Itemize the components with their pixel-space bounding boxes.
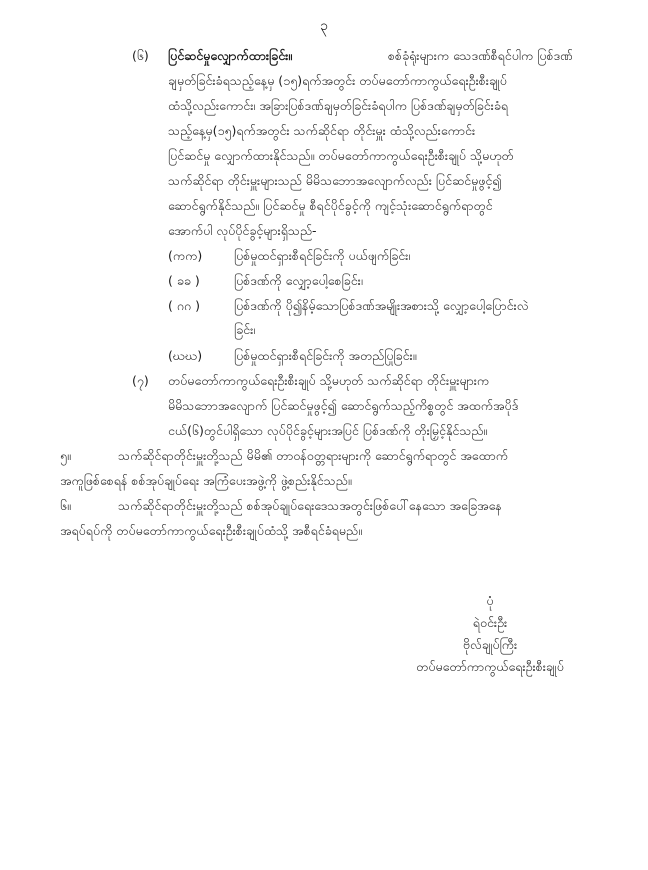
clause-7-label: (၇) [132, 373, 149, 388]
clause-6-heading: ပြင်ဆင်မှုလျှောက်ထားခြင်း။ [168, 48, 293, 63]
clause-6-text-line: ပြင်ဆင်မှု လျှောက်ထားနိုင်သည်။ တပ်မတော်ကာကွယ်ရေးဦးစီးချုပ် သို့မဟုတ် [168, 148, 514, 163]
clause-6-text-line: သည့်နေ့မှ(၁၅)ရက်အတွင်း သက်ဆိုင်ရာ တိုင်းမှူး ထံသို့လည်းကောင်း [168, 123, 476, 138]
clause-6-text-line: ချမှတ်ခြင်းခံရသည့်နေ့မှ (၁၅)ရက်အတွင်း တပ်မတော်ကာကွယ်ရေးဦးစီးချုပ် [168, 73, 507, 88]
clause-6-text-line: ထံသို့လည်းကောင်း၊ အခြားပြစ်ဒဏ်ချမှတ်ခြင်းခံရပါက ပြစ်ဒဏ်ချမှတ်ခြင်းခံရ [168, 98, 509, 113]
signature-block [360, 590, 620, 678]
signatory-name: ရဲဝင်းဦး [472, 615, 508, 630]
paragraph-5-text-line: သက်ဆိုင်ရာတိုင်းမှူးတို့သည် မိမိ၏ တာဝန်ဝတ္တရားများကို ဆောင်ရွက်ရာတွင် အထောက် [118, 448, 509, 463]
subitem-label: ( ဂဂ ) [168, 298, 200, 313]
signatory-title: တပ်မတော်ကာကွယ်ရေးဦးစီးချုပ် [416, 659, 564, 674]
clause-6-text-line: ဆောင်ရွက်နိုင်သည်။ ပြင်ဆင်မှု စီရင်ပိုင်ခွင့်ကို ကျင့်သုံးဆောင်ရွက်ရာတွင် [168, 198, 493, 213]
subitem-text: ပြစ်မှုထင်ရှားစီရင်ခြင်းကို အတည်ပြုခြင်း။ [234, 348, 417, 363]
subitem-text: ပြစ်ဒဏ်ကို လျှော့ပေါ့စေခြင်း၊ [234, 273, 363, 288]
clause-6-text-line: သက်ဆိုင်ရာ တိုင်းမှူးများသည် မိမိသဘောအလျောက်လည်း ပြင်ဆင်မှုဖွင့်၍ [168, 173, 502, 188]
clause-6-text-line: စစ်ခုံရုံးများက သေဒဏ်စီရင်ပါက ပြစ်ဒဏ် [388, 48, 573, 63]
clause-6-label: (၆) [132, 48, 149, 63]
clause-7-text-line: မိမိသဘောအလျောက် ပြင်ဆင်မှုဖွင့်၍ ဆောင်ရွက်သည့်ကိစ္စတွင် အထက်အပိုဒ် [168, 398, 519, 413]
subitem-label: (ဃဃ) [168, 348, 203, 363]
paragraph-6-label: ၆။ [60, 498, 71, 513]
paragraph-6-text-line: အရပ်ရပ်ကို တပ်မတော်ကာကွယ်ရေးဦးစီးချုပ်ထံသို့ အစီရင်ခံရမည်။ [60, 523, 362, 538]
signature-mark: ပုံ [486, 593, 494, 608]
subitem-text: ပြစ်မှုထင်ရှားစီရင်ခြင်းကို ပယ်ဖျက်ခြင်း၊ [234, 248, 411, 263]
subitem-label: (ကက) [168, 248, 203, 263]
subitem-text: ခြင်း၊ [234, 322, 256, 337]
clause-7-text-line: ငယ်(၆)တွင်ပါရှိသော လုပ်ပိုင်ခွင့်များအပြင် ပြစ်ဒဏ်ကို တိုးမြှင့်နိုင်သည်။ [168, 423, 488, 438]
page-number: ၃ [320, 18, 328, 34]
signatory-rank: ဗိုလ်ချုပ်ကြီး [462, 637, 518, 652]
paragraph-6-text-line: သက်ဆိုင်ရာတိုင်းမှူးတို့သည် စစ်အုပ်ချုပ်ရေးဒေသအတွင်းဖြစ်ပေါ်နေသော အခြေအနေ [118, 498, 502, 513]
subitem-text: ပြစ်ဒဏ်ကို ပို၍နိမ့်သောပြစ်ဒဏ်အမျိုးအစားသို့ လျှော့ပေါ့ပြောင်းလဲ [234, 298, 529, 313]
clause-6-text-line: အောက်ပါ လုပ်ပိုင်ခွင့်များရှိသည်- [168, 223, 317, 238]
paragraph-5-text-line: အကူဖြစ်စေရန် စစ်အုပ်ချုပ်ရေး အကြံပေးအဖွဲ့ကို ဖွဲ့စည်းနိုင်သည်။ [60, 473, 352, 488]
clause-7-text-line: တပ်မတော်ကာကွယ်ရေးဦးစီးချုပ် သို့မဟုတ် သက်ဆိုင်ရာ တိုင်းမှူးများက [168, 373, 490, 388]
subitem-label: ( ခခ ) [168, 273, 200, 288]
paragraph-5-label: ၅။ [60, 448, 71, 463]
